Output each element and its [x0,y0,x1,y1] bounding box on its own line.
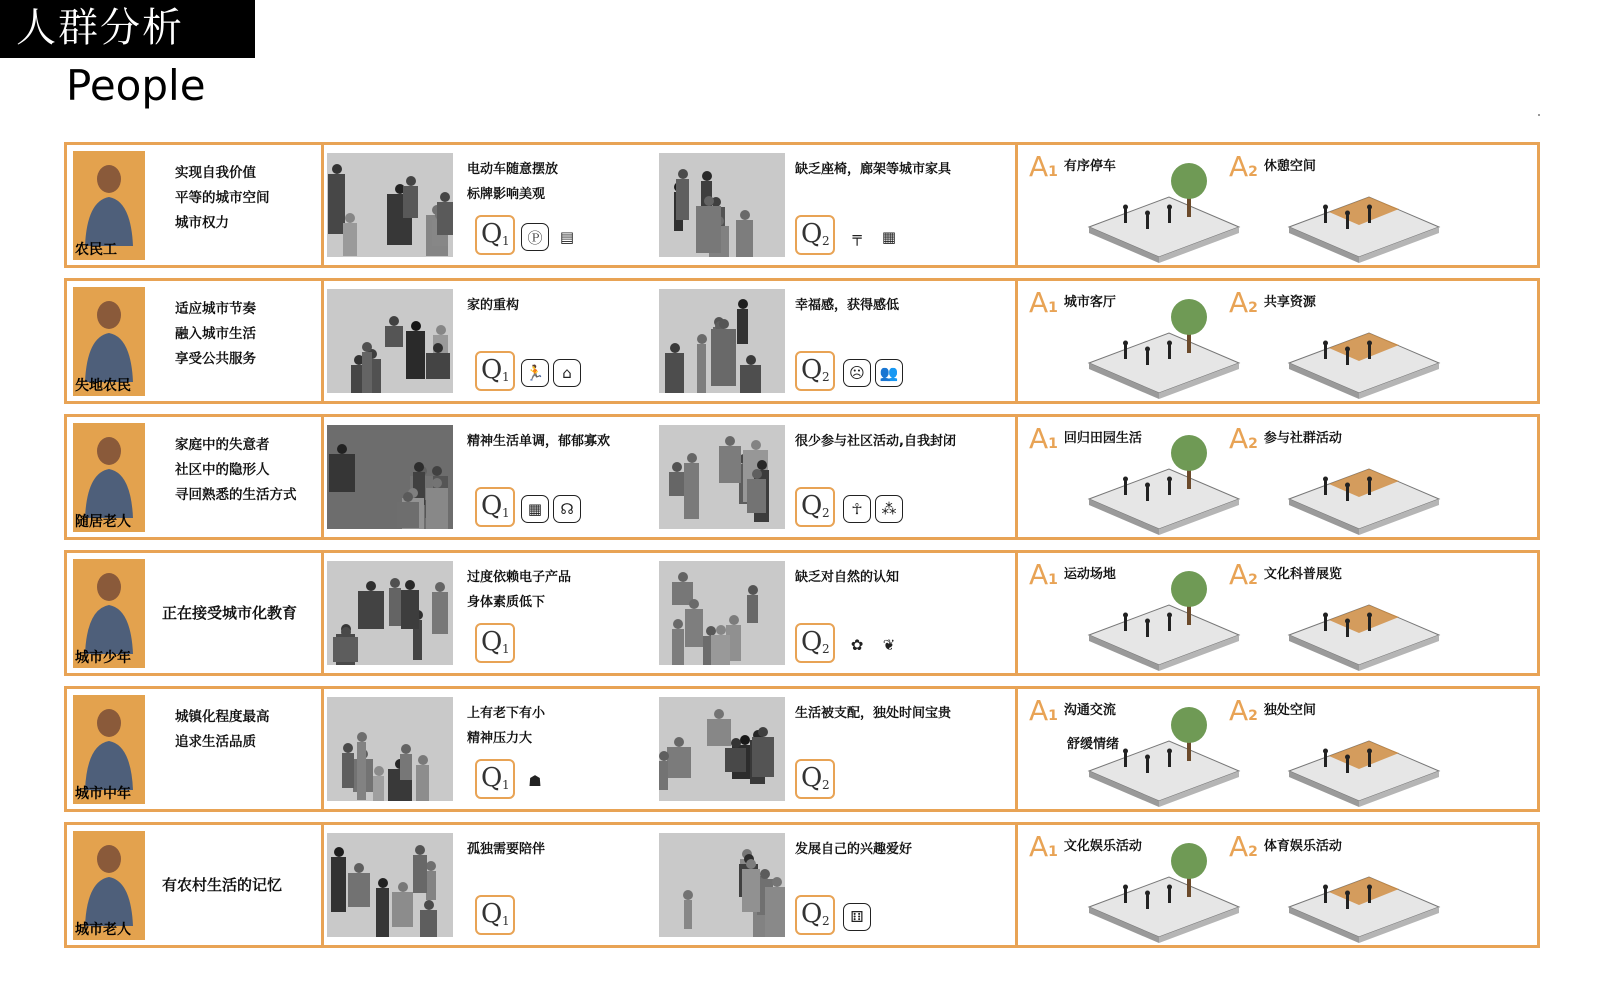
problem-line: 缺乏座椅，廊架等城市家具 [795,162,952,177]
answer-number: 1 [1048,844,1058,860]
answer-illustration [1269,565,1449,679]
question-letter: Q [481,355,503,385]
parking-icon: Ⓟ [521,223,549,251]
problem-photo-2 [659,697,785,801]
problem-icons-1 [521,495,581,523]
column-divider [321,417,324,537]
problem-line: 很少参与社区活动,自我封闭 [795,434,956,449]
dance-icon: ☥ [843,495,871,523]
question-letter: Q [801,627,823,657]
question-number: 2 [822,506,830,520]
column-divider [1015,145,1018,265]
sad-face-icon: ☹ [843,359,871,387]
portrait-6 [73,831,145,940]
problem-icons-2 [843,631,903,659]
problem-photo-1 [327,561,453,665]
question-badge-2 [795,351,835,391]
needs-list [175,705,320,755]
question-badge-2 [795,487,835,527]
question-number: 2 [822,642,830,656]
person-row-6 [64,822,1540,948]
running-icon: 🏃 [521,359,549,387]
problem-photo-2 [659,153,785,257]
question-badge-1 [475,487,515,527]
question-badge-1 [475,895,515,935]
answer-illustration [1069,565,1249,679]
person-row-2 [64,278,1540,404]
question-letter: Q [481,763,503,793]
person-row-4 [64,550,1540,676]
question-badge-2 [795,215,835,255]
answer-title: 共享资源 [1263,295,1316,310]
people-analysis-board [64,142,1540,948]
problem-text-1 [467,837,545,862]
page-subtitle: People [66,61,206,110]
problem-line: 精神压力大 [467,731,533,746]
answer-subtitle: 舒缓情绪 [1067,737,1120,752]
problem-line: 身体素质低下 [467,595,546,610]
needs-list [175,161,320,236]
question-number: 2 [822,234,830,248]
problem-line: 精神生活单调，郁郁寡欢 [467,434,611,449]
answer-number: 2 [1248,708,1258,724]
portrait-3 [73,423,145,532]
column-divider [321,145,324,265]
answer-title: 独处空间 [1263,703,1316,718]
question-badge-1 [475,759,515,799]
problem-icons-2 [843,495,903,523]
question-badge-1 [475,351,515,391]
problem-icons-1 [521,767,549,795]
question-badge-2 [795,895,835,935]
answer-number: 1 [1048,708,1058,724]
question-number: 1 [502,370,510,384]
problem-line: 孤独需要陪伴 [467,842,546,857]
question-number: 1 [502,642,510,656]
house-icon: ⌂ [553,359,581,387]
column-divider [1015,417,1018,537]
problem-icons-2 [843,223,903,251]
pergola-icon: ╤ [843,223,871,251]
bench-icon: ▦ [875,223,903,251]
portrait-2 [73,287,145,396]
needs-list [162,825,307,945]
answer-title: 文化科普展览 [1263,567,1342,582]
column-divider [321,825,324,945]
answer-letter: A [1029,286,1049,319]
need-item: 城市权力 [175,215,229,231]
answer-number: 2 [1248,436,1258,452]
question-letter: Q [481,627,503,657]
column-divider [1015,689,1018,809]
question-letter: Q [801,355,823,385]
problem-text-1 [467,293,519,318]
mahjong-icon: ⚅ [843,903,871,931]
sign-icon: ▤ [553,223,581,251]
question-letter: Q [801,491,823,521]
question-badge-2 [795,759,835,799]
problem-text-2 [795,701,951,726]
need-item: 家庭中的失意者 [175,437,270,453]
portrait-1 [73,151,145,260]
need-item: 社区中的隐形人 [175,462,270,478]
problem-text-1 [467,157,558,207]
problem-text-1 [467,565,571,615]
problem-photo-1 [327,425,453,529]
question-number: 1 [502,506,510,520]
answer-title: 体育娱乐活动 [1263,839,1342,854]
answer-number: 2 [1248,844,1258,860]
answer-illustration [1069,293,1249,407]
answer-number: 2 [1248,164,1258,180]
leaf-icon: ❦ [875,631,903,659]
answer-letter: A [1029,830,1049,863]
problem-text-1 [467,701,545,751]
problem-line: 幸福感，获得感低 [795,298,900,313]
answer-letter: A [1029,422,1049,455]
problem-photo-1 [327,833,453,937]
stray-dot [1538,114,1540,116]
answer-letter: A [1029,558,1049,591]
answer-number: 1 [1048,164,1058,180]
question-letter: Q [481,219,503,249]
question-badge-2 [795,623,835,663]
problem-line: 发展自己的兴趣爱好 [795,842,913,857]
network-icon: ⁂ [875,495,903,523]
question-letter: Q [801,219,823,249]
answer-illustration [1069,837,1249,951]
people-icon: 👥 [875,359,903,387]
speaking-icon: ☊ [553,495,581,523]
problem-text-2 [795,293,899,318]
column-divider [321,689,324,809]
calendar-icon: ▦ [521,495,549,523]
answer-number: 2 [1248,300,1258,316]
problem-line: 标牌影响美观 [467,187,546,202]
answer-title: 运动场地 [1063,567,1116,582]
answer-illustration [1269,157,1449,271]
needs-list [162,553,307,673]
page-title: 人群分析 [16,5,184,51]
problem-photo-2 [659,289,785,393]
group-label: 城市老人 [75,922,131,938]
problem-line: 电动车随意摆放 [467,162,559,177]
answer-number: 1 [1048,300,1058,316]
answer-letter: A [1229,558,1249,591]
group-label: 城市少年 [75,650,131,666]
person-row-3 [64,414,1540,540]
answer-letter: A [1229,286,1249,319]
need-item: 平等的城市空间 [175,190,270,206]
need-item: 城镇化程度最高 [175,709,270,725]
need-item: 实现自我价值 [175,165,256,181]
need-item: 适应城市节奏 [175,301,256,317]
problem-photo-1 [327,153,453,257]
column-divider [1015,281,1018,401]
column-divider [1015,825,1018,945]
need-item: 融入城市生活 [175,326,256,342]
answer-number: 1 [1048,572,1058,588]
problem-photo-2 [659,425,785,529]
problem-line: 生活被支配，独处时间宝贵 [795,706,952,721]
question-letter: Q [481,491,503,521]
need-item: 有农村生活的记忆 [162,875,283,894]
question-number: 1 [502,234,510,248]
problem-photo-1 [327,697,453,801]
person-row-1 [64,142,1540,268]
question-badge-1 [475,215,515,255]
question-badge-1 [475,623,515,663]
answer-illustration [1269,293,1449,407]
problem-text-1 [467,429,610,454]
answer-title: 回归田园生活 [1063,431,1142,446]
question-letter: Q [801,899,823,929]
answer-illustration [1069,429,1249,543]
problem-line: 缺乏对自然的认知 [795,570,900,585]
answer-title: 参与社群活动 [1263,431,1342,446]
problem-text-2 [795,837,912,862]
answer-number: 2 [1248,572,1258,588]
question-letter: Q [481,899,503,929]
problem-photo-1 [327,289,453,393]
problem-icons-2 [843,359,903,387]
portrait-5 [73,695,145,804]
answer-letter: A [1229,422,1249,455]
portrait-4 [73,559,145,668]
answer-letter: A [1029,150,1049,183]
answer-letter: A [1229,694,1249,727]
group-label: 农民工 [75,242,117,258]
answer-letter: A [1229,150,1249,183]
problem-icons-2 [843,903,871,931]
problem-line: 过度依赖电子产品 [467,570,572,585]
problem-line: 家的重构 [467,298,520,313]
question-number: 2 [822,914,830,928]
column-divider [1015,553,1018,673]
problem-icons-1 [521,223,581,251]
needs-list [175,433,320,508]
column-divider [321,281,324,401]
question-number: 1 [502,914,510,928]
title-block [0,0,255,58]
answer-title: 文化娱乐活动 [1063,839,1142,854]
group-label: 城市中年 [75,786,131,802]
need-item: 追求生活品质 [175,734,256,750]
problem-photo-2 [659,561,785,665]
person-row-5 [64,686,1540,812]
answer-letter: A [1229,830,1249,863]
answer-title: 沟通交流 [1063,703,1116,718]
problem-photo-2 [659,833,785,937]
need-item: 寻回熟悉的生活方式 [175,487,297,503]
answer-illustration [1269,701,1449,815]
problem-icons-1 [521,359,581,387]
group-label: 失地农民 [75,378,131,394]
problem-text-2 [795,157,951,182]
answer-illustration [1069,701,1249,815]
person-laptop-icon: ☗ [521,767,549,795]
answer-title: 有序停车 [1063,159,1116,174]
answer-illustration [1069,157,1249,271]
need-item: 享受公共服务 [175,351,256,367]
problem-line: 上有老下有小 [467,706,546,721]
answer-illustration [1269,837,1449,951]
column-divider [321,553,324,673]
flower-icon: ✿ [843,631,871,659]
answer-title: 城市客厅 [1063,295,1116,310]
group-label: 随居老人 [75,514,131,530]
answer-letter: A [1029,694,1049,727]
needs-list [175,297,320,372]
question-number: 2 [822,370,830,384]
problem-text-2 [795,429,956,454]
answer-illustration [1269,429,1449,543]
question-number: 1 [502,778,510,792]
answer-number: 1 [1048,436,1058,452]
question-letter: Q [801,763,823,793]
answer-title: 休憩空间 [1263,159,1316,174]
need-item: 正在接受城市化教育 [162,603,298,622]
question-number: 2 [822,778,830,792]
problem-text-2 [795,565,899,590]
